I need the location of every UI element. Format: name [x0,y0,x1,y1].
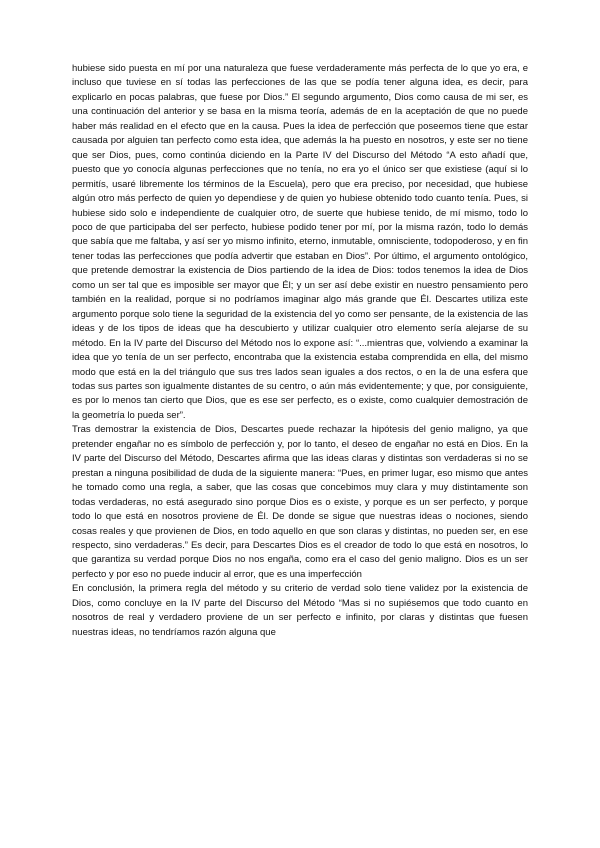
paragraph-evil-genius: Tras demostrar la existencia de Dios, Descartes puede rechazar la hipótesis del genio maligno, ya que pretender engañar no es símbolo de perfección y, por lo tanto, el deseo de engañar no está en Dios. En la IV parte del Discurso del Método, Descartes afirma que las ideas claras y distintas son verdaderas si no se prestan a ninguna posibilidad de duda de la siguiente manera: “Pues, en primer lugar, eso mismo que antes he tomado como una regla, a saber, que las cosas que concebimos muy clara y muy distintamente son todas verdaderas, no está asegurado sino porque Dios es o existe, y porque es un ser perfecto, y porque todo lo que está en nosotros proviene de Él. De donde se sigue que nuestras ideas o nociones, siendo cosas reales y que provienen de Dios, en todo aquello en que son claras y distintas, no pueden ser, en ese respecto, sino verdaderas.” Es decir, para Descartes Dios es el creador de todo lo que está en nosotros, lo que garantiza su verdad porque Dios no nos engaña, como era el caso del genio maligno. Dios es un ser perfecto y por eso no puede inducir al error, que es una imperfección [72,424,528,580]
body-text [72,62,528,640]
paragraph-god-arguments: hubiese sido puesta en mí por una naturaleza que fuese verdaderamente más perfecta de lo que yo era, e incluso que tuviese en sí todas las perfecciones de las que se podía tener alguna idea, es decir, para explicarlo en pocas palabras, que fuese por Dios.” El segundo argumento, Dios como causa de mi ser, es una continuación del anterior y se basa en la misma teoría, además de en la aceptación de que no puede haber más realidad en el efecto que en la causa. Pues la idea de perfección que poseemos tiene que estar causada por alguien tan perfecto como esta idea, que además la ha puesto en nosotros, y este ser no tiene que ser Dios, pues, como continúa diciendo en la Parte IV del Discurso del Método “A esto añadí que, puesto que yo conocía algunas perfecciones que no tenía, no era yo el único ser que existiese (aquí si lo permitís, usaré libremente los términos de la Escuela), pero que era preciso, por necesidad, que hubiese algún otro más perfecto de quien yo dependiese y de quien yo hubiese obtenido todo cuanto tenía. Pues, si hubiese sido solo e independiente de cualquier otro, de suerte que hubiese tenido, de mí mismo, todo lo poco de que participaba del ser perfecto, hubiese podido tener por mí, por la misma razón, todo lo demás que sabía que me faltaba, y así ser yo mismo infinito, eterno, inmutable, omnisciente, todopoderoso, y en fin tener todas las perfecciones que podía advertir que estaban en Dios”. Por último, el argumento ontológico, que pretende demostrar la existencia de Dios partiendo de la idea de Dios: todos tenemos la idea de Dios como un ser tal que es imposible ser mayor que Él; y un ser así debe existir en nuestro pensamiento pero también en la realidad, porque si no podríamos imaginar algo más grande que Él. Descartes utiliza este argumento porque solo tiene la seguridad de la existencia del yo como ser pensante, de la existencia de las ideas y de los tipos de ideas que ha descubierto y utilizar cualquier otro elemento sería alejarse de su método. En la IV parte del Discurso del Método nos lo expone así: “...mientras que, volviendo a examinar la idea que yo tenía de un ser perfecto, encontraba que la existencia estaba comprendida en ella, del mismo modo que está en la del triángulo que sus tres lados sean iguales a dos rectos, o en la de una esfera que todas sus partes son igualmente distantes de su centro, o aún más evidentemente; y que, por consiguiente, es por lo menos tan cierto que Dios, que es ese ser perfecto, es o existe, como cualquier demostración de la geometría lo pueda ser”. [72,63,528,421]
paragraph-conclusion: En conclusión, la primera regla del método y su criterio de verdad solo tiene validez por la existencia de Dios, como concluye en la IV parte del Discurso del Método “Mas si no supiésemos que todo cuanto en nosotros de real y verdadero proviene de un ser perfecto e infinito, por claras y distintas que fuesen nuestras ideas, no tendríamos razón alguna que [72,583,528,638]
